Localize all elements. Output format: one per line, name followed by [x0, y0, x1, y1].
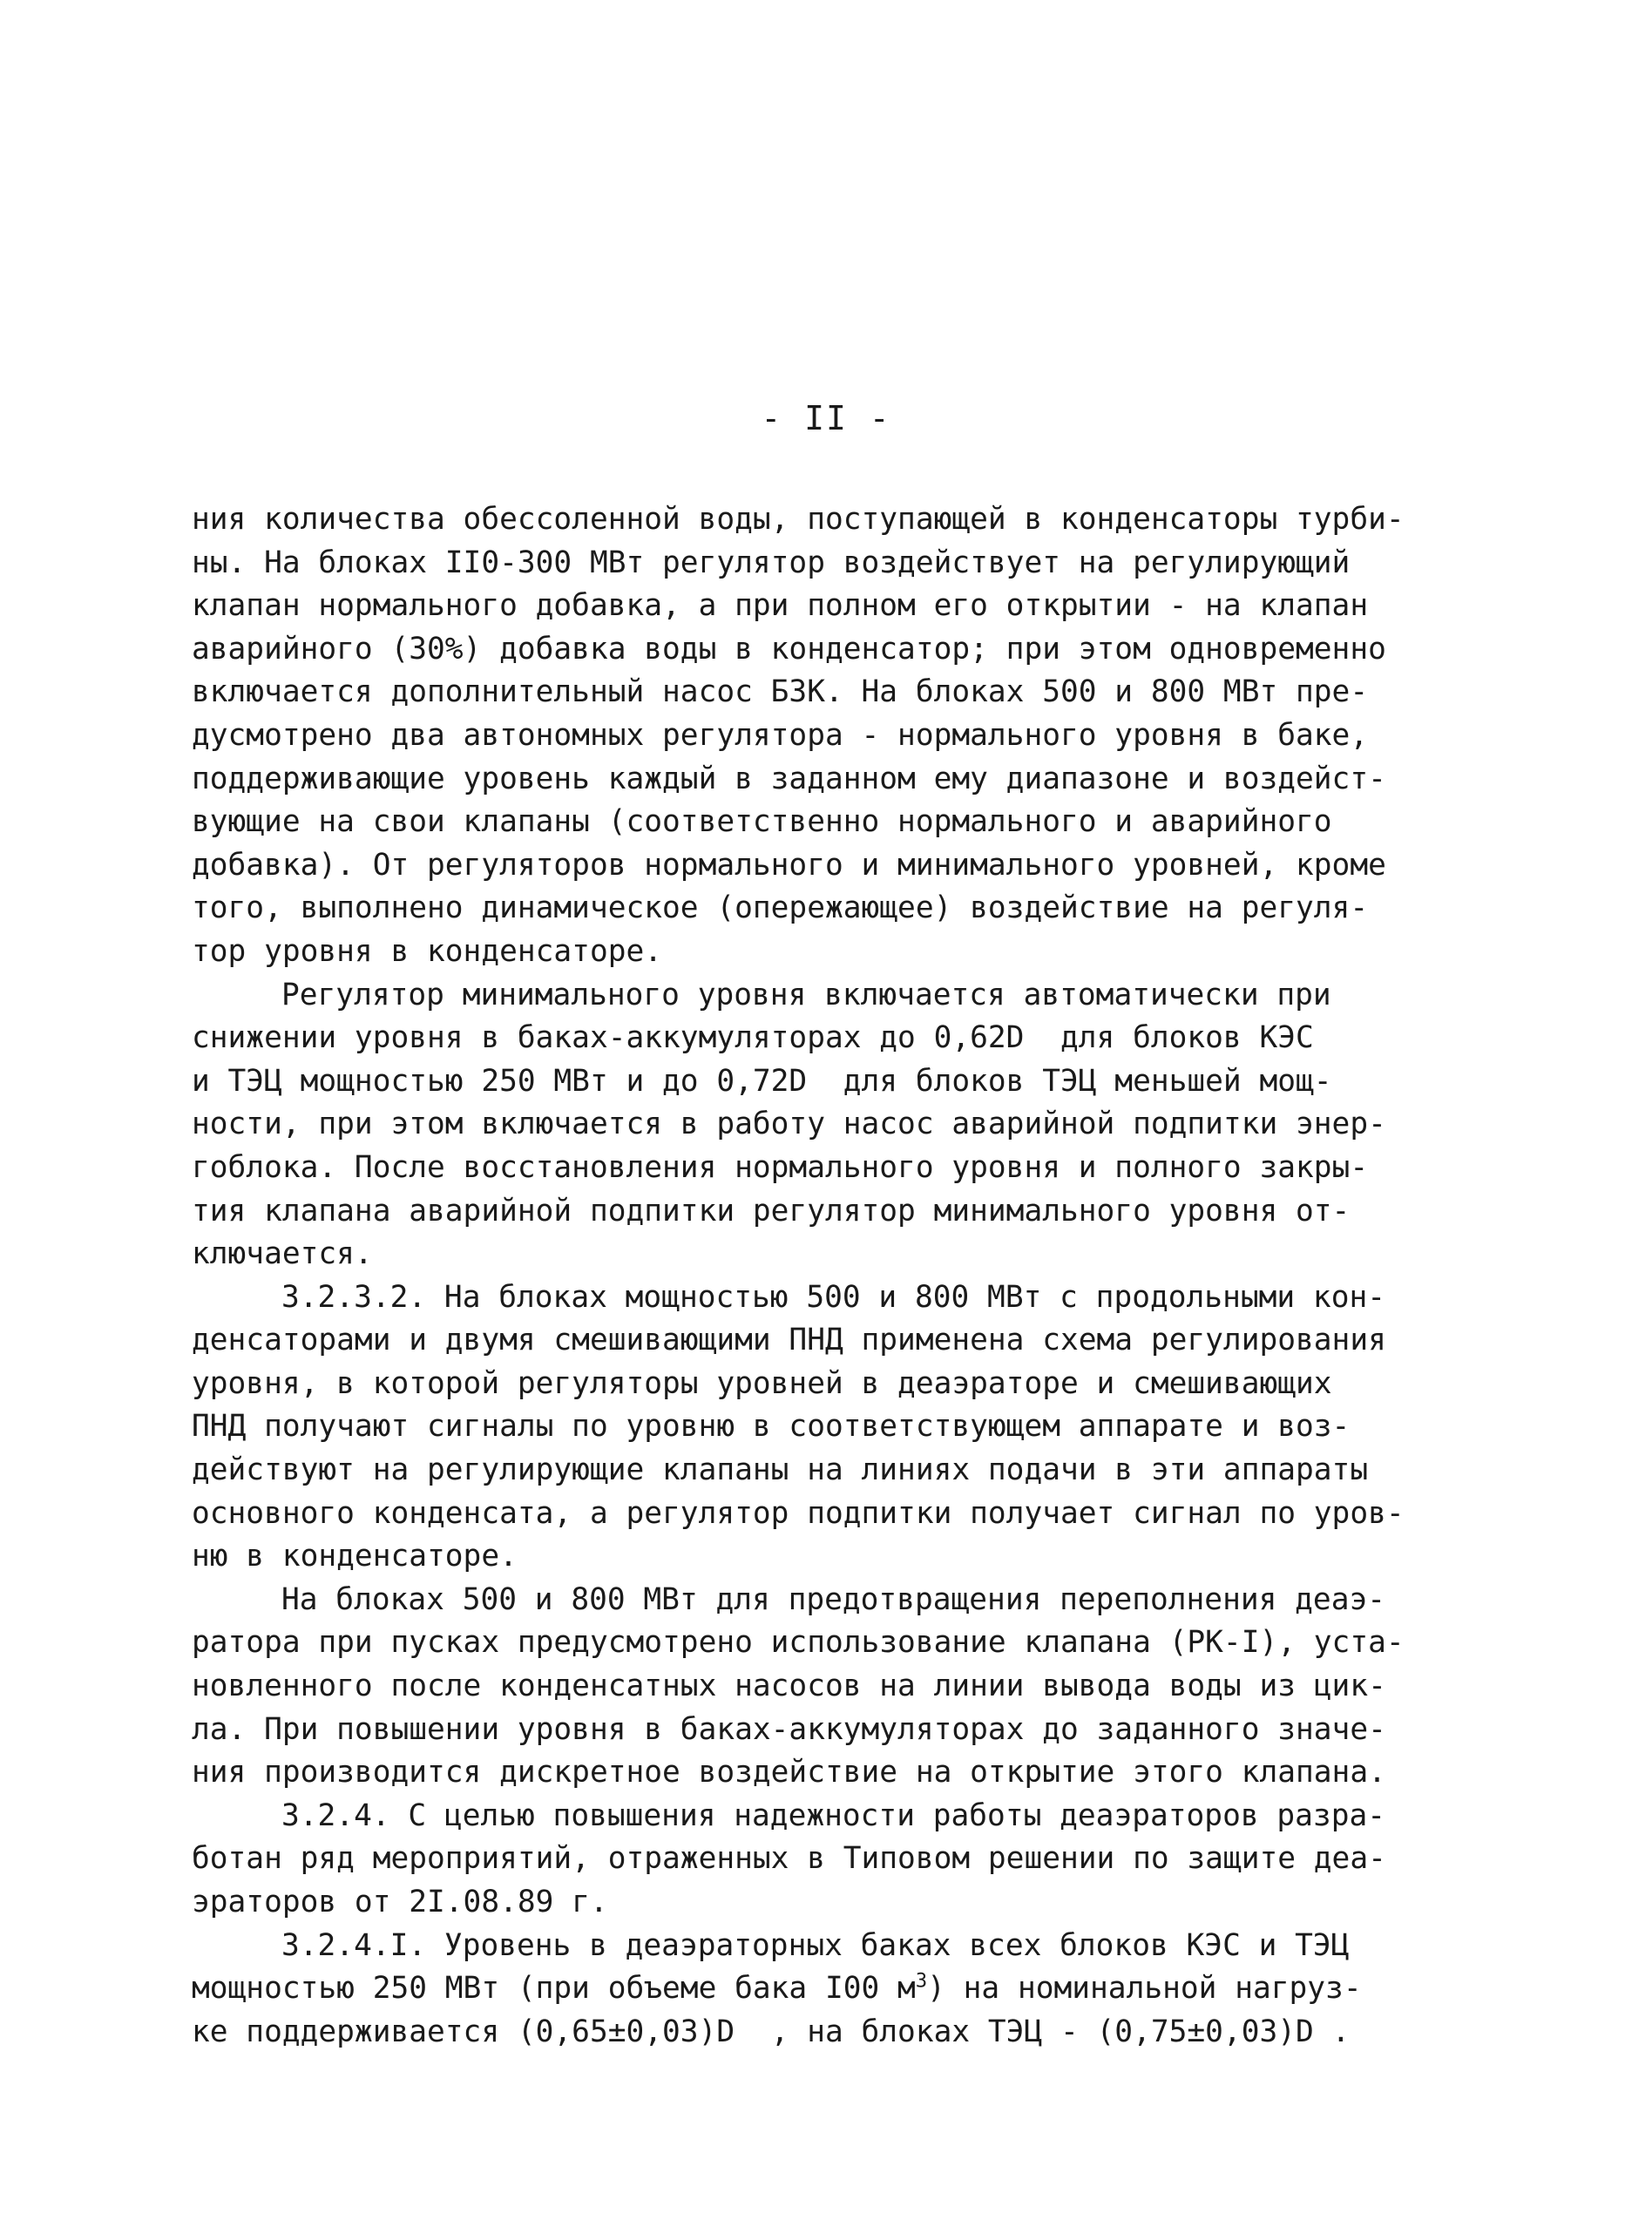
- text-line: тор уровня в конденсаторе.: [192, 933, 663, 969]
- text-line: ботан ряд мероприятий, отраженных в Типовом решении по защите деа-: [192, 1841, 1386, 1877]
- text-line: ности, при этом включается в работу насос аварийной подпитки энер-: [192, 1107, 1386, 1142]
- text-line: добавка). От регуляторов нормального и минимального уровней, кроме: [192, 847, 1386, 883]
- section-3-2-4-1-line: 3.2.4.I. Уровень в деаэраторных баках всех блоков КЭС и ТЭЦ: [281, 1927, 1350, 1963]
- section-3-2-3-2-line: 3.2.3.2. На блоках мощностью 500 и 800 МВт с продольными кон-: [281, 1279, 1386, 1315]
- text-line: ключается.: [192, 1236, 373, 1272]
- text-line: ПНД получают сигналы по уровню в соответствующем аппарате и воз-: [192, 1409, 1351, 1445]
- text-line: эраторов от 2I.08.89 г.: [192, 1885, 608, 1919]
- text-line: включается дополнительный насос БЗК. На блоках 500 и 800 МВт пре-: [192, 674, 1369, 710]
- text-line: снижении уровня в баках-аккумуляторах до 0,62D для блоков КЭС: [192, 1020, 1314, 1056]
- superscript: 3: [915, 1970, 928, 1993]
- text-line: ла. При повышении уровня в баках-аккумуляторах до заданного значе-: [192, 1711, 1386, 1747]
- text-fragment: ) на номинальной нагруз-: [927, 1971, 1362, 2007]
- page-number: - II -: [761, 399, 891, 437]
- text-line: новленного после конденсатных насосов на линии вывода воды из цик-: [192, 1669, 1386, 1704]
- paragraph-start-line: Регулятор минимального уровня включается автоматически при: [281, 977, 1331, 1012]
- text-line: ны. На блоках II0-300 МВт регулятор воздействует на регулирующий: [192, 545, 1351, 580]
- section-3-2-4-line: 3.2.4. С целью повышения надежности работы деаэраторов разра-: [281, 1797, 1386, 1833]
- text-line: ратора при пусках предусмотрено использование клапана (РК-I), уста-: [192, 1625, 1405, 1661]
- text-line: ке поддерживается (0,65±0,03)D , на блоках ТЭЦ - (0,75±0,03)D .: [192, 2014, 1351, 2049]
- text-line: ню в конденсаторе.: [192, 1539, 518, 1574]
- text-line-with-superscript: [192, 1967, 1464, 2011]
- document-body: [192, 498, 1464, 2054]
- text-fragment: мощностью 250 МВт (при объеме бака I00 м: [192, 1971, 916, 2007]
- text-line: тия клапана аварийной подпитки регулятор минимального уровня от-: [192, 1193, 1351, 1229]
- paragraph-start-line: На блоках 500 и 800 МВт для предотвращения переполнения деаэ-: [281, 1581, 1386, 1617]
- text-line: гоблока. После восстановления нормального уровня и полного закры-: [192, 1149, 1369, 1185]
- text-line: и ТЭЦ мощностью 250 МВт и до 0,72D для блоков ТЭЦ меньшей мощ-: [192, 1063, 1332, 1099]
- text-line: денсаторами и двумя смешивающими ПНД применена схема регулирования: [192, 1323, 1386, 1358]
- text-line: основного конденсата, а регулятор подпитки получает сигнал по уров-: [192, 1495, 1405, 1531]
- text-line: ния производится дискретное воздействие на открытие этого клапана.: [192, 1755, 1386, 1791]
- text-line: того, выполнено динамическое (опережающее) воздействие на регуля-: [192, 890, 1369, 926]
- text-line: клапан нормального добавка, а при полном его открытии - на клапан: [192, 588, 1369, 624]
- text-line: дусмотрено два автономных регулятора - нормального уровня в баке,: [192, 717, 1369, 753]
- text-line: действуют на регулирующие клапаны на линиях подачи в эти аппараты: [192, 1452, 1369, 1488]
- text-line: уровня, в которой регуляторы уровней в деаэраторе и смешивающих: [192, 1365, 1332, 1401]
- text-line: аварийного (30%) добавка воды в конденсатор; при этом одновременно: [192, 631, 1386, 667]
- text-line: вующие на свои клапаны (соответственно нормального и аварийного: [192, 804, 1332, 840]
- text-line: поддерживающие уровень каждый в заданном ему диапазоне и воздейст-: [192, 761, 1386, 796]
- text-line: ния количества обессоленной воды, поступающей в конденсаторы турби-: [192, 502, 1405, 537]
